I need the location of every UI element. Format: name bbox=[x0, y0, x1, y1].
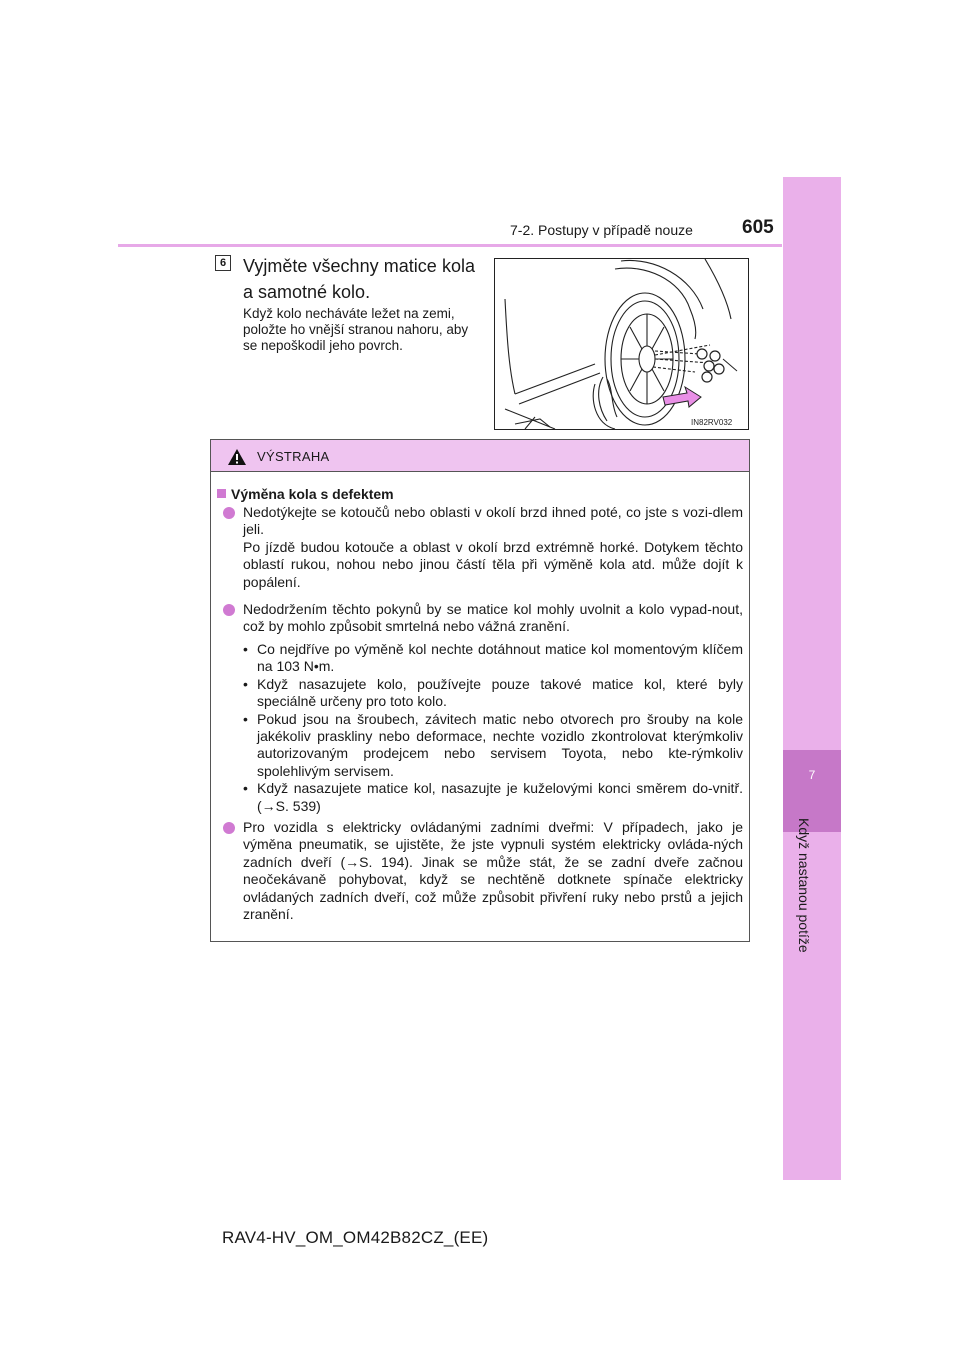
step-heading: Vyjměte všechny matice kola a samotné kolo. bbox=[243, 256, 475, 302]
circle-bullet-icon bbox=[223, 604, 235, 616]
page-number: 605 bbox=[742, 217, 774, 238]
warning-sublist bbox=[243, 641, 743, 815]
warning-header bbox=[211, 440, 749, 472]
chapter-number: 7 bbox=[808, 768, 816, 782]
step-body: Když kolo necháváte ležet na zemi, položte ho vnější stranou nahoru, aby se nepoškodil jeho povrch. bbox=[243, 306, 469, 353]
square-bullet-icon bbox=[217, 489, 226, 498]
wheel-removal-illustration bbox=[494, 258, 749, 430]
warning-box bbox=[210, 439, 750, 942]
header-rule bbox=[118, 244, 782, 247]
wheel-drawing bbox=[495, 259, 749, 430]
warning-title: VÝSTRAHA bbox=[257, 449, 330, 464]
warning-item-2: Nedodržením těchto pokynů by se matice kol mohly uvolnit a kolo vypad-nout, což by mohlo způsobit smrtelná nebo vážná zranění. bbox=[243, 601, 743, 635]
direction-arrow-icon bbox=[663, 387, 701, 407]
step-number-badge: 6 bbox=[215, 255, 231, 271]
warning-item-3: Pro vozidla s elektricky ovládanými zadními dveřmi: V případech, jako je výměna pneumatik, se ujistěte, že jste vypnuli systém elektricky ovláda-ných zadních dveří (→S. 194). Jinak se může stát, že se zadní dveře začnou neočekávaně pohybovat, když se nechtěně dotknete spínače elektricky ovládaných zadních dveří, což může způsobit přivření ruky nebo prstů a jejich zranění. bbox=[243, 819, 743, 923]
list-item: • Když nasazujete kolo, používejte pouze takové matice kol, které byly speciálně určeny pro toto kolo. bbox=[243, 676, 743, 711]
list-item: • Co nejdříve po výměně kol nechte dotáhnout matice kol momentovým klíčem na 103 N•m. bbox=[243, 641, 743, 676]
chapter-label: Když nastanou potíže bbox=[796, 818, 812, 953]
chapter-side-tab bbox=[783, 177, 841, 1180]
circle-bullet-icon bbox=[223, 507, 235, 519]
section-title: 7-2. Postupy v případě nouze bbox=[510, 222, 693, 238]
chapter-tab-active bbox=[783, 750, 841, 832]
manual-code: RAV4-HV_OM_OM42B82CZ_(EE) bbox=[222, 1228, 489, 1247]
circle-bullet-icon bbox=[223, 822, 235, 834]
list-item: • Když nasazujete matice kol, nasazujte je kuželovými konci směrem do-vnitř. (→S. 539) bbox=[243, 780, 743, 815]
warning-item-1: Nedotýkejte se kotoučů nebo oblasti v okolí brzd ihned poté, co jste s vozi-dlem jeli. Po jízdě budou kotouče a oblast v okolí brzd extrémně horké. Dotykem těchto oblastí rukou, nohou nebo jinou částí těla při výměně kola atd. může dojít k popálení. bbox=[243, 504, 743, 590]
illustration-code: IN82RV032 bbox=[691, 418, 733, 427]
list-item: • Pokud jsou na šroubech, závitech matic nebo otvorech pro šrouby na kole jakékoliv praskliny nebo deformace, nechte vozidlo zkontrolovat kterýmkoliv autorizovaným prodejcem nebo servisem Toyota, nebo kte-rýmkoliv spolehlivým servisem. bbox=[243, 711, 743, 781]
warning-triangle-icon bbox=[227, 448, 247, 466]
warning-section-title: Výměna kola s defektem bbox=[217, 486, 394, 502]
